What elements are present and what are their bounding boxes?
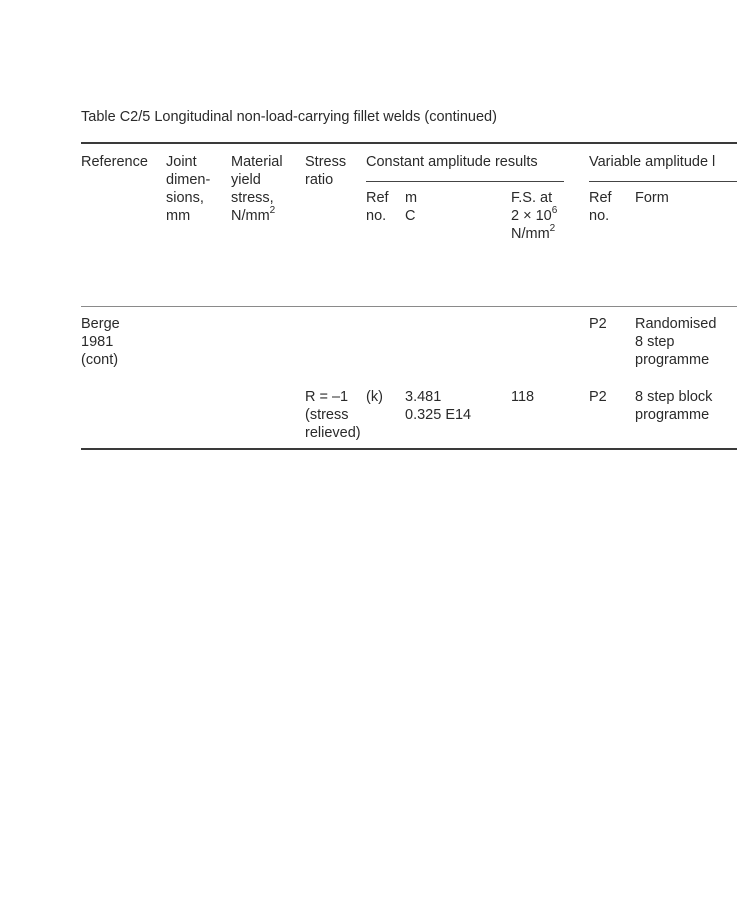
row2-va-ref: P2 xyxy=(589,389,607,405)
row2-ca-fatigue-strength: 118 xyxy=(511,389,535,405)
header-stress-ratio: Stress ratio xyxy=(305,154,347,188)
header-reference: Reference xyxy=(81,154,148,170)
subheader-ca-ref-no: Ref no. xyxy=(366,190,389,224)
header-constant-amplitude: Constant amplitude results xyxy=(366,154,538,170)
variable-amplitude-rule xyxy=(589,181,737,182)
row2-ca-ref: (k) xyxy=(366,389,383,405)
subheader-ca-m-c: m C xyxy=(405,190,418,224)
header-material-yield-stress: Material yield stress, $N/mm^2$ xyxy=(231,154,283,224)
row2-va-form: 8 step block programme xyxy=(635,389,713,423)
header-bottom-rule xyxy=(81,306,737,307)
subheader-ca-fatigue-strength: F.S. at $2 \times 10^6$ $N/mm^2$ xyxy=(511,190,558,242)
constant-amplitude-rule xyxy=(366,181,564,182)
header-joint-dimensions: Joint dimen- sions, mm xyxy=(166,154,211,224)
row2-ca-m-c: 3.481 0.325 E14 xyxy=(405,389,472,423)
row1-va-ref: P2 xyxy=(589,316,607,332)
table-top-rule xyxy=(81,142,737,144)
subheader-va-form: Form xyxy=(635,190,669,206)
table-bottom-rule xyxy=(81,448,737,450)
row2-stress-ratio: R = –1 (stress relieved) xyxy=(305,389,361,441)
row1-va-form: Randomised 8 step programme xyxy=(635,316,717,368)
header-variable-amplitude: Variable amplitude l xyxy=(589,154,716,170)
subheader-va-ref-no: Ref no. xyxy=(589,190,612,224)
row1-reference: Berge 1981 (cont) xyxy=(81,316,120,368)
table-caption: Table C2/5 Longitudinal non-load-carrying fillet welds (continued) xyxy=(81,109,497,125)
